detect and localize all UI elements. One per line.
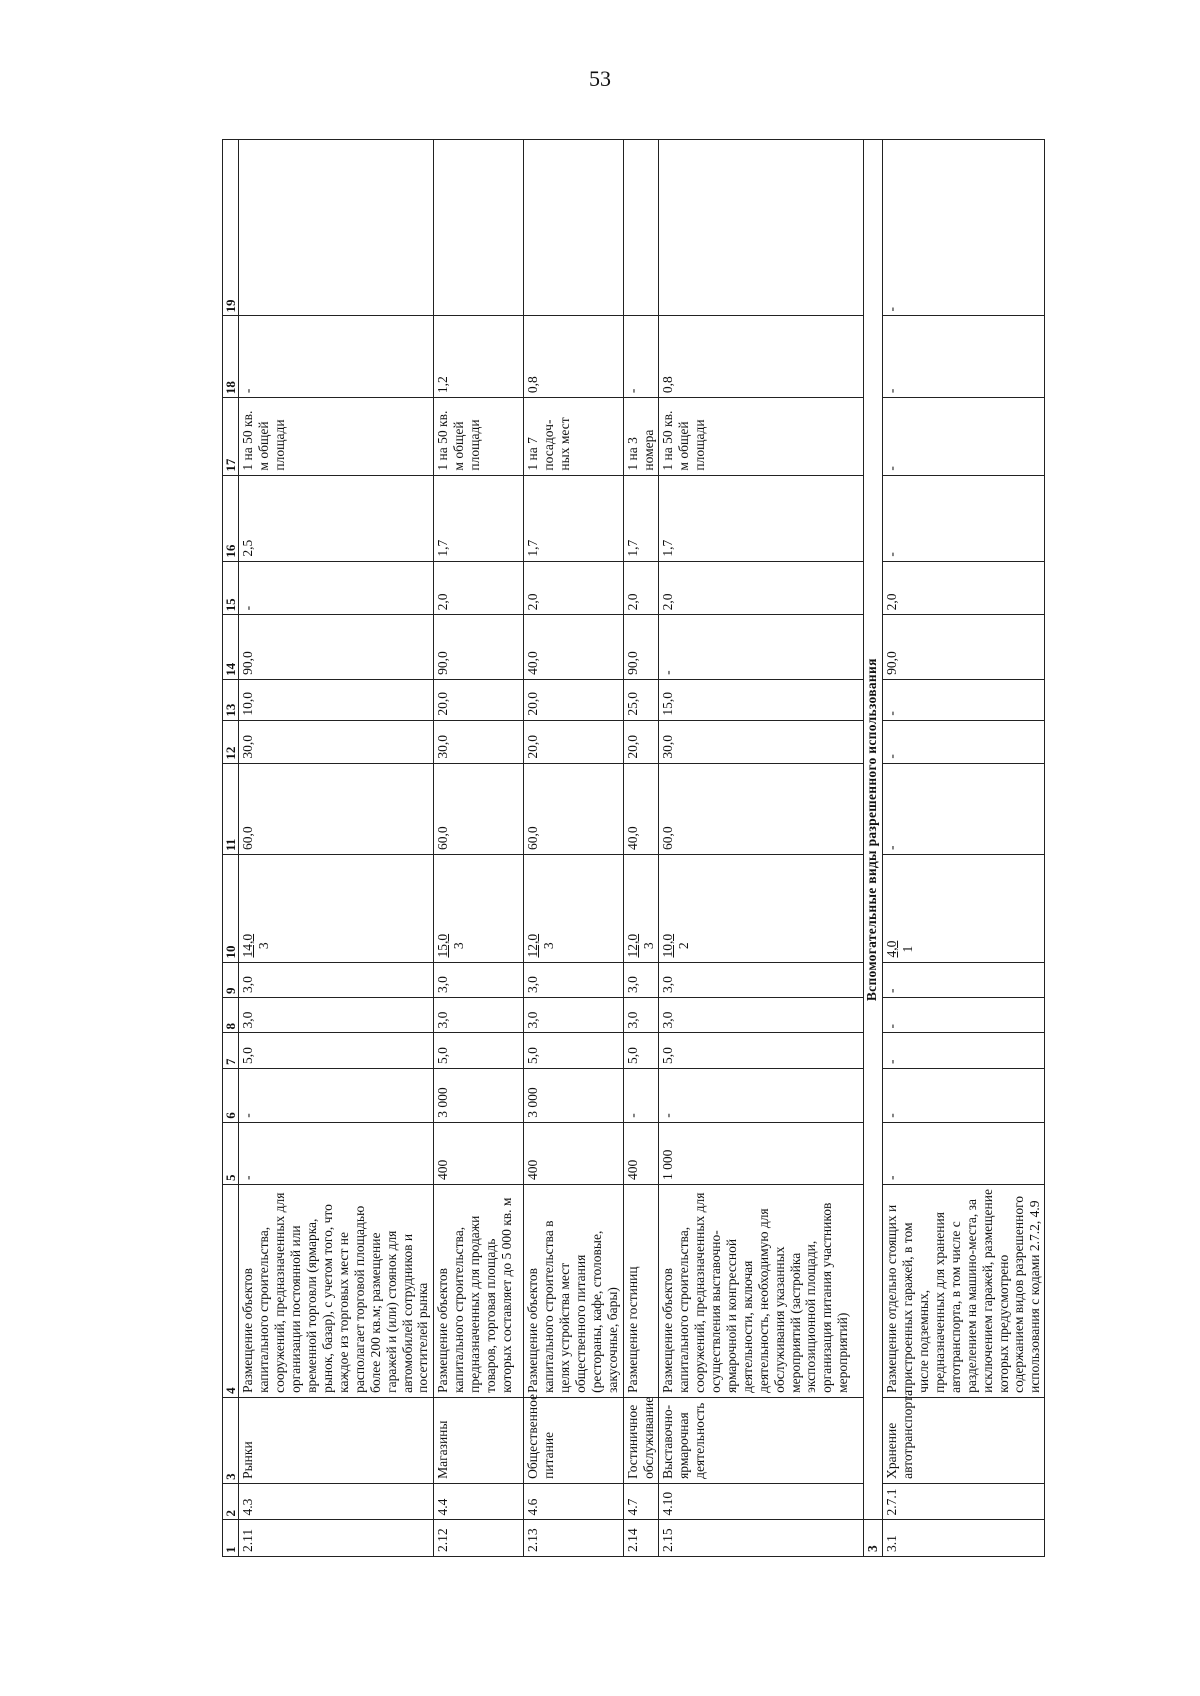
cell-c17: 1 на 50 кв. м общей площади: [659, 398, 864, 475]
cell-c15: -: [239, 561, 434, 615]
fraction-denominator: 1: [900, 945, 916, 953]
cell-c5: -: [239, 1122, 434, 1184]
cell-c5: 400: [434, 1122, 524, 1184]
fraction-numerator: 4,0: [884, 940, 900, 958]
cell-c1: 2.13: [524, 1520, 624, 1557]
cell-c17: 1 на 7 посадоч-ных мест: [524, 398, 624, 475]
cell-c4: Размещение объектов капитального строительства, сооружений, предназначенных для организации постоянной или временной торговли (ярмарка, рынок, базар), с учетом того, что каждое из торговых мест не располагает торговой площадью более 200 кв.м; размещение гаражей и (или) стоянок для автомобилей сотрудников и посетителей рынка: [239, 1185, 434, 1398]
cell-c10: [239, 855, 434, 963]
cell-c9: 3,0: [239, 962, 434, 997]
cell-c19: [239, 140, 434, 316]
cell-c14: 40,0: [524, 615, 624, 680]
fraction-numerator: 14,0: [240, 933, 256, 958]
cell-c10: [434, 855, 524, 963]
cell-c3: Гостиничное обслуживание: [624, 1397, 659, 1483]
table-row: [239, 140, 434, 1557]
header-cell: 1: [223, 1520, 239, 1557]
cell-c15: 2,0: [624, 561, 659, 615]
header-cell: 16: [223, 475, 239, 561]
section-row: [864, 140, 883, 1557]
header-row: [223, 140, 239, 1557]
cell-c7: -: [883, 1033, 1045, 1068]
cell-c8: 3,0: [239, 998, 434, 1033]
cell-c15: 2,0: [659, 561, 864, 615]
header-cell: 12: [223, 720, 239, 763]
header-cell: 2: [223, 1483, 239, 1520]
cell-c10: [524, 855, 624, 963]
fraction-numerator: 15,0: [435, 933, 451, 958]
header-cell: 7: [223, 1033, 239, 1068]
cell-c7: 5,0: [524, 1033, 624, 1068]
cell-c13: 20,0: [524, 679, 624, 720]
cell-c6: -: [624, 1068, 659, 1122]
cell-c19: [624, 140, 659, 316]
header-cell: 8: [223, 998, 239, 1033]
fraction-denominator: 2: [676, 942, 692, 950]
cell-c17: 1 на 50 кв. м общей площади: [434, 398, 524, 475]
cell-c2: 4.7: [624, 1483, 659, 1520]
header-cell: 3: [223, 1397, 239, 1483]
cell-c14: 90,0: [883, 615, 1045, 680]
header-cell: 4: [223, 1185, 239, 1398]
header-cell: 10: [223, 855, 239, 963]
cell-c17: -: [883, 398, 1045, 475]
cell-c19: -: [883, 140, 1045, 316]
cell-c19: [434, 140, 524, 316]
cell-c13: 10,0: [239, 679, 434, 720]
cell-c5: -: [883, 1122, 1045, 1184]
cell-c11: 60,0: [239, 763, 434, 854]
fraction: [625, 934, 657, 958]
cell-c10: [659, 855, 864, 963]
cell-c3: Рынки: [239, 1397, 434, 1483]
cell-c3: Общественное питание: [524, 1397, 624, 1483]
cell-c13: 15,0: [659, 679, 864, 720]
cell-c14: 90,0: [624, 615, 659, 680]
cell-c16: 2,5: [239, 475, 434, 561]
fraction-denominator: 3: [451, 942, 467, 950]
cell-c12: 20,0: [624, 720, 659, 763]
cell-c11: 60,0: [659, 763, 864, 854]
fraction: [525, 934, 557, 958]
cell-c11: 40,0: [624, 763, 659, 854]
cell-c16: -: [883, 475, 1045, 561]
rotated-table-wrapper: [222, 139, 1059, 1557]
cell-c2: 2.7.1: [883, 1483, 1045, 1520]
cell-c9: -: [883, 962, 1045, 997]
cell-c3: Выставочно-ярмарочная деятельность: [659, 1397, 864, 1483]
fraction-denominator: 3: [541, 942, 557, 950]
header-cell: 15: [223, 561, 239, 615]
cell-c12: 30,0: [659, 720, 864, 763]
cell-c17: 1 на 3 номера: [624, 398, 659, 475]
header-cell: 14: [223, 615, 239, 680]
header-cell: 6: [223, 1068, 239, 1122]
cell-c1: 3.1: [883, 1520, 1045, 1557]
cell-c8: 3,0: [659, 998, 864, 1033]
cell-c3: Магазины: [434, 1397, 524, 1483]
cell-c7: 5,0: [659, 1033, 864, 1068]
cell-c19: [659, 140, 864, 316]
cell-c1: 2.15: [659, 1520, 864, 1557]
header-cell: 11: [223, 763, 239, 854]
header-cell: 5: [223, 1122, 239, 1184]
cell-c8: 3,0: [624, 998, 659, 1033]
section-title: Вспомогательные виды разрешенного использования: [864, 140, 883, 1520]
cell-c15: 2,0: [434, 561, 524, 615]
cell-c4: Размещение объектов капитального строительства, сооружений, предназначенных для осуществления выставочно-ярмарочной и конгрессной деятельности, включая деятельность, необходимую для обслуживания указанных мероприятий (застройка экспозиционной площади, организация питания участников мероприятий): [659, 1185, 864, 1398]
header-cell: 9: [223, 962, 239, 997]
cell-c6: 3 000: [524, 1068, 624, 1122]
cell-c11: -: [883, 763, 1045, 854]
fraction: [884, 941, 916, 958]
header-cell: 18: [223, 316, 239, 398]
cell-c12: 20,0: [524, 720, 624, 763]
cell-c16: 1,7: [624, 475, 659, 561]
fraction-numerator: 12,0: [625, 933, 641, 958]
header-cell: 13: [223, 679, 239, 720]
fraction-denominator: 3: [641, 942, 657, 950]
cell-c9: 3,0: [624, 962, 659, 997]
cell-c14: -: [659, 615, 864, 680]
cell-c6: -: [239, 1068, 434, 1122]
cell-c10: [883, 855, 1045, 963]
cell-c8: -: [883, 998, 1045, 1033]
cell-c8: 3,0: [434, 998, 524, 1033]
cell-c16: 1,7: [524, 475, 624, 561]
fraction-numerator: 10,0: [660, 933, 676, 958]
table-row: [659, 140, 864, 1557]
cell-c18: -: [883, 316, 1045, 398]
cell-c9: 3,0: [659, 962, 864, 997]
cell-c1: 2.11: [239, 1520, 434, 1557]
page-number: 53: [589, 66, 611, 91]
cell-c2: 4.6: [524, 1483, 624, 1520]
cell-c4: Размещение гостиниц: [624, 1185, 659, 1398]
cell-c7: 5,0: [624, 1033, 659, 1068]
cell-c18: -: [239, 316, 434, 398]
cell-c13: 25,0: [624, 679, 659, 720]
fraction-denominator: 3: [256, 942, 272, 950]
cell-c12: -: [883, 720, 1045, 763]
cell-c13: -: [883, 679, 1045, 720]
fraction: [240, 934, 272, 958]
table-row: [624, 140, 659, 1557]
cell-c9: 3,0: [524, 962, 624, 997]
cell-c8: 3,0: [524, 998, 624, 1033]
cell-c11: 60,0: [524, 763, 624, 854]
cell-c18: -: [624, 316, 659, 398]
cell-c2: 4.3: [239, 1483, 434, 1520]
cell-c17: 1 на 50 кв. м общей площади: [239, 398, 434, 475]
cell-c1: 2.14: [624, 1520, 659, 1557]
cell-c6: -: [883, 1068, 1045, 1122]
table-row: [883, 140, 1045, 1557]
cell-c18: 1,2: [434, 316, 524, 398]
cell-c18: 0,8: [524, 316, 624, 398]
cell-c4: Размещение объектов капитального строительства, предназначенных для продажи товаров, торговая площадь которых составляет до 5 000 кв. м: [434, 1185, 524, 1398]
cell-c12: 30,0: [434, 720, 524, 763]
cell-c2: 4.4: [434, 1483, 524, 1520]
fraction: [660, 934, 692, 958]
cell-c1: 2.12: [434, 1520, 524, 1557]
fraction: [435, 934, 467, 958]
cell-c11: 60,0: [434, 763, 524, 854]
cell-c10: [624, 855, 659, 963]
cell-c5: 1 000: [659, 1122, 864, 1184]
cell-c9: 3,0: [434, 962, 524, 997]
cell-c5: 400: [624, 1122, 659, 1184]
cell-c15: 2,0: [524, 561, 624, 615]
cell-c7: 5,0: [434, 1033, 524, 1068]
fraction-numerator: 12,0: [525, 933, 541, 958]
header-cell: 19: [223, 140, 239, 316]
cell-c6: 3 000: [434, 1068, 524, 1122]
section-number: 3: [864, 1520, 883, 1557]
cell-c7: 5,0: [239, 1033, 434, 1068]
cell-c5: 400: [524, 1122, 624, 1184]
table-body: [223, 140, 1045, 1557]
cell-c16: 1,7: [659, 475, 864, 561]
table-row: [434, 140, 524, 1557]
regulations-table: [222, 139, 1045, 1557]
cell-c15: 2,0: [883, 561, 1045, 615]
cell-c4: Размещение отдельно стоящих и пристроенных гаражей, в том числе подземных, предназначенных для хранения автотранспорта, в том числе с разделением на машино-места, за исключением гаражей, размещение которых предусмотрено содержанием видов разрешенного использования с кодами 2.7.2, 4.9: [883, 1185, 1045, 1398]
cell-c14: 90,0: [239, 615, 434, 680]
cell-c14: 90,0: [434, 615, 524, 680]
cell-c16: 1,7: [434, 475, 524, 561]
cell-c2: 4.10: [659, 1483, 864, 1520]
table-row: [524, 140, 624, 1557]
cell-c12: 30,0: [239, 720, 434, 763]
cell-c6: -: [659, 1068, 864, 1122]
cell-c3: Хранение автотранспорта: [883, 1397, 1045, 1483]
cell-c4: Размещение объектов капитального строительства в целях устройства мест общественного питания (рестораны, кафе, столовые, закусочные, бары): [524, 1185, 624, 1398]
header-cell: 17: [223, 398, 239, 475]
cell-c19: [524, 140, 624, 316]
cell-c18: 0,8: [659, 316, 864, 398]
cell-c13: 20,0: [434, 679, 524, 720]
